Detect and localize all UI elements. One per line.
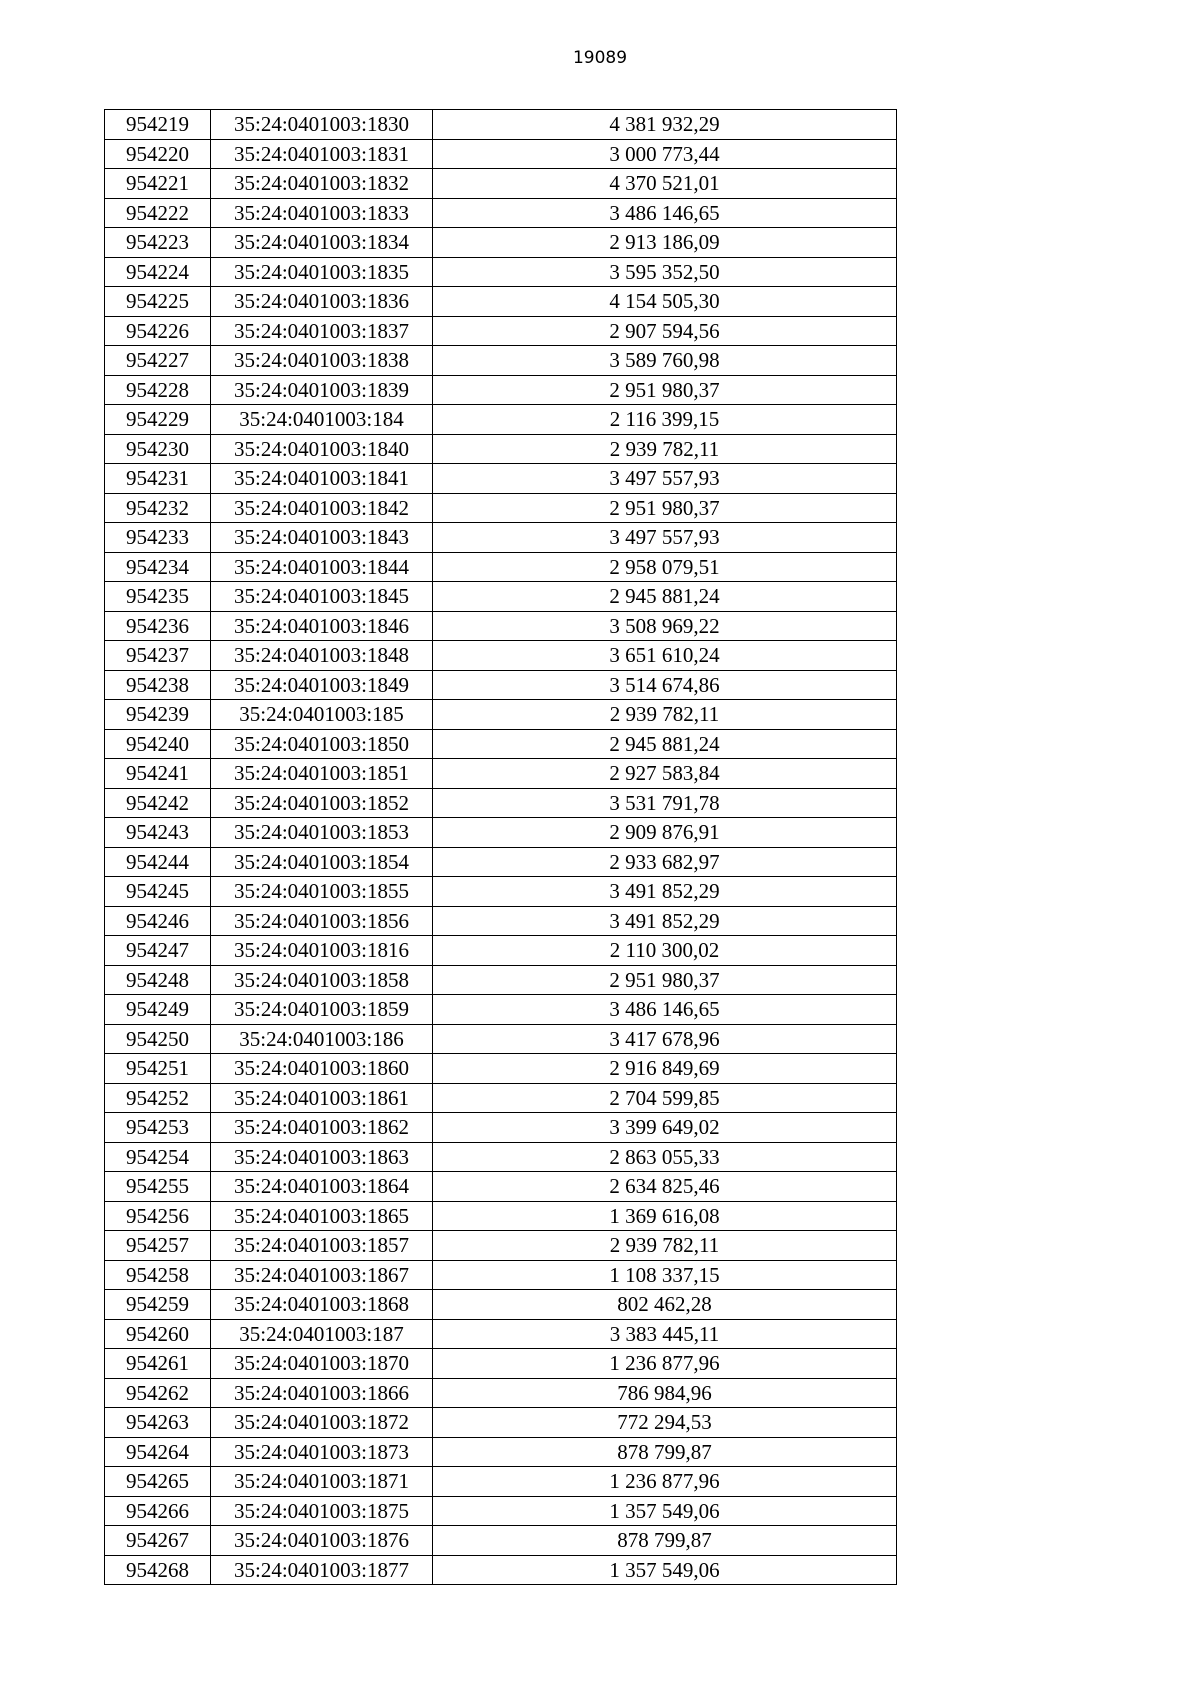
row-id-cell: 954230 bbox=[105, 434, 211, 464]
cadastral-value-cell: 2 939 782,11 bbox=[433, 434, 897, 464]
table-row bbox=[105, 110, 897, 140]
row-id-cell: 954224 bbox=[105, 257, 211, 287]
row-id-cell: 954248 bbox=[105, 965, 211, 995]
table-row bbox=[105, 523, 897, 553]
table-row bbox=[105, 1319, 897, 1349]
cadastral-number-cell: 35:24:0401003:1836 bbox=[211, 287, 433, 317]
table-row bbox=[105, 818, 897, 848]
cadastral-number-cell: 35:24:0401003:1862 bbox=[211, 1113, 433, 1143]
cadastral-value-cell: 3 000 773,44 bbox=[433, 139, 897, 169]
cadastral-value-cell: 2 916 849,69 bbox=[433, 1054, 897, 1084]
row-id-cell: 954251 bbox=[105, 1054, 211, 1084]
cadastral-number-cell: 35:24:0401003:1830 bbox=[211, 110, 433, 140]
cadastral-value-cell: 772 294,53 bbox=[433, 1408, 897, 1438]
table-row bbox=[105, 1378, 897, 1408]
cadastral-value-cell: 3 531 791,78 bbox=[433, 788, 897, 818]
cadastral-value-cell: 1 236 877,96 bbox=[433, 1467, 897, 1497]
cadastral-number-cell: 35:24:0401003:1855 bbox=[211, 877, 433, 907]
cadastral-number-cell: 35:24:0401003:1873 bbox=[211, 1437, 433, 1467]
cadastral-value-cell: 2 951 980,37 bbox=[433, 493, 897, 523]
cadastral-value-cell: 2 116 399,15 bbox=[433, 405, 897, 435]
table-row bbox=[105, 346, 897, 376]
table-row bbox=[105, 641, 897, 671]
table-row bbox=[105, 729, 897, 759]
cadastral-number-cell: 35:24:0401003:1831 bbox=[211, 139, 433, 169]
row-id-cell: 954221 bbox=[105, 169, 211, 199]
cadastral-number-cell: 35:24:0401003:1834 bbox=[211, 228, 433, 258]
cadastral-value-cell: 3 491 852,29 bbox=[433, 877, 897, 907]
cadastral-number-cell: 35:24:0401003:1842 bbox=[211, 493, 433, 523]
cadastral-number-cell: 35:24:0401003:1841 bbox=[211, 464, 433, 494]
table-row bbox=[105, 1467, 897, 1497]
row-id-cell: 954261 bbox=[105, 1349, 211, 1379]
cadastral-value-cell: 2 939 782,11 bbox=[433, 700, 897, 730]
table-row bbox=[105, 198, 897, 228]
table-row bbox=[105, 877, 897, 907]
cadastral-value-cell: 2 951 980,37 bbox=[433, 965, 897, 995]
cadastral-value-cell: 1 369 616,08 bbox=[433, 1201, 897, 1231]
cadastral-value-cell: 3 589 760,98 bbox=[433, 346, 897, 376]
cadastral-value-cell: 2 958 079,51 bbox=[433, 552, 897, 582]
table-row bbox=[105, 169, 897, 199]
table-row bbox=[105, 1113, 897, 1143]
table-row bbox=[105, 1408, 897, 1438]
table-row bbox=[105, 965, 897, 995]
cadastral-number-cell: 35:24:0401003:1816 bbox=[211, 936, 433, 966]
cadastral-number-cell: 35:24:0401003:1860 bbox=[211, 1054, 433, 1084]
cadastral-value-cell: 802 462,28 bbox=[433, 1290, 897, 1320]
cadastral-number-cell: 35:24:0401003:1859 bbox=[211, 995, 433, 1025]
row-id-cell: 954220 bbox=[105, 139, 211, 169]
row-id-cell: 954264 bbox=[105, 1437, 211, 1467]
table-row bbox=[105, 257, 897, 287]
table-row bbox=[105, 995, 897, 1025]
cadastral-number-cell: 35:24:0401003:1861 bbox=[211, 1083, 433, 1113]
row-id-cell: 954222 bbox=[105, 198, 211, 228]
cadastral-value-cell: 2 907 594,56 bbox=[433, 316, 897, 346]
table-row bbox=[105, 464, 897, 494]
cadastral-value-cell: 4 370 521,01 bbox=[433, 169, 897, 199]
row-id-cell: 954236 bbox=[105, 611, 211, 641]
table-row bbox=[105, 375, 897, 405]
row-id-cell: 954259 bbox=[105, 1290, 211, 1320]
table-row bbox=[105, 228, 897, 258]
cadastral-value-cell: 2 634 825,46 bbox=[433, 1172, 897, 1202]
cadastral-number-cell: 35:24:0401003:1871 bbox=[211, 1467, 433, 1497]
cadastral-number-cell: 35:24:0401003:187 bbox=[211, 1319, 433, 1349]
row-id-cell: 954239 bbox=[105, 700, 211, 730]
cadastral-number-cell: 35:24:0401003:1863 bbox=[211, 1142, 433, 1172]
cadastral-value-cell: 2 939 782,11 bbox=[433, 1231, 897, 1261]
cadastral-number-cell: 35:24:0401003:186 bbox=[211, 1024, 433, 1054]
table-row bbox=[105, 582, 897, 612]
cadastral-value-cell: 4 381 932,29 bbox=[433, 110, 897, 140]
cadastral-number-cell: 35:24:0401003:1858 bbox=[211, 965, 433, 995]
cadastral-number-cell: 35:24:0401003:1865 bbox=[211, 1201, 433, 1231]
cadastral-number-cell: 35:24:0401003:1866 bbox=[211, 1378, 433, 1408]
row-id-cell: 954253 bbox=[105, 1113, 211, 1143]
row-id-cell: 954238 bbox=[105, 670, 211, 700]
cadastral-number-cell: 35:24:0401003:1877 bbox=[211, 1555, 433, 1585]
cadastral-number-cell: 35:24:0401003:184 bbox=[211, 405, 433, 435]
row-id-cell: 954260 bbox=[105, 1319, 211, 1349]
cadastral-value-table bbox=[104, 109, 897, 1585]
row-id-cell: 954241 bbox=[105, 759, 211, 789]
cadastral-value-cell: 2 945 881,24 bbox=[433, 729, 897, 759]
cadastral-value-cell: 3 486 146,65 bbox=[433, 198, 897, 228]
table-row bbox=[105, 1260, 897, 1290]
table-row bbox=[105, 906, 897, 936]
cadastral-value-cell: 1 357 549,06 bbox=[433, 1496, 897, 1526]
cadastral-value-cell: 2 863 055,33 bbox=[433, 1142, 897, 1172]
cadastral-value-cell: 2 927 583,84 bbox=[433, 759, 897, 789]
cadastral-value-cell: 2 909 876,91 bbox=[433, 818, 897, 848]
cadastral-number-cell: 35:24:0401003:1848 bbox=[211, 641, 433, 671]
cadastral-number-cell: 35:24:0401003:1864 bbox=[211, 1172, 433, 1202]
table-row bbox=[105, 1142, 897, 1172]
row-id-cell: 954250 bbox=[105, 1024, 211, 1054]
row-id-cell: 954262 bbox=[105, 1378, 211, 1408]
row-id-cell: 954246 bbox=[105, 906, 211, 936]
cadastral-number-cell: 35:24:0401003:1857 bbox=[211, 1231, 433, 1261]
row-id-cell: 954257 bbox=[105, 1231, 211, 1261]
cadastral-number-cell: 35:24:0401003:1854 bbox=[211, 847, 433, 877]
row-id-cell: 954229 bbox=[105, 405, 211, 435]
page-number: 19089 bbox=[572, 48, 628, 68]
table-row bbox=[105, 287, 897, 317]
table-row bbox=[105, 788, 897, 818]
cadastral-number-cell: 35:24:0401003:185 bbox=[211, 700, 433, 730]
cadastral-number-cell: 35:24:0401003:1846 bbox=[211, 611, 433, 641]
table-row bbox=[105, 1526, 897, 1556]
cadastral-value-cell: 786 984,96 bbox=[433, 1378, 897, 1408]
table-row bbox=[105, 1437, 897, 1467]
cadastral-value-cell: 3 595 352,50 bbox=[433, 257, 897, 287]
cadastral-value-cell: 3 486 146,65 bbox=[433, 995, 897, 1025]
cadastral-number-cell: 35:24:0401003:1850 bbox=[211, 729, 433, 759]
row-id-cell: 954226 bbox=[105, 316, 211, 346]
table-row bbox=[105, 1555, 897, 1585]
row-id-cell: 954240 bbox=[105, 729, 211, 759]
cadastral-number-cell: 35:24:0401003:1833 bbox=[211, 198, 433, 228]
row-id-cell: 954225 bbox=[105, 287, 211, 317]
table-row bbox=[105, 405, 897, 435]
cadastral-value-cell: 1 236 877,96 bbox=[433, 1349, 897, 1379]
cadastral-number-cell: 35:24:0401003:1856 bbox=[211, 906, 433, 936]
cadastral-number-cell: 35:24:0401003:1839 bbox=[211, 375, 433, 405]
cadastral-value-cell: 3 399 649,02 bbox=[433, 1113, 897, 1143]
row-id-cell: 954242 bbox=[105, 788, 211, 818]
row-id-cell: 954232 bbox=[105, 493, 211, 523]
table-row bbox=[105, 1231, 897, 1261]
row-id-cell: 954266 bbox=[105, 1496, 211, 1526]
table-row bbox=[105, 1024, 897, 1054]
table-row bbox=[105, 1290, 897, 1320]
row-id-cell: 954245 bbox=[105, 877, 211, 907]
row-id-cell: 954243 bbox=[105, 818, 211, 848]
cadastral-value-cell: 3 491 852,29 bbox=[433, 906, 897, 936]
row-id-cell: 954235 bbox=[105, 582, 211, 612]
cadastral-value-cell: 2 913 186,09 bbox=[433, 228, 897, 258]
row-id-cell: 954258 bbox=[105, 1260, 211, 1290]
cadastral-number-cell: 35:24:0401003:1872 bbox=[211, 1408, 433, 1438]
table-row bbox=[105, 552, 897, 582]
cadastral-value-cell: 1 357 549,06 bbox=[433, 1555, 897, 1585]
table-row bbox=[105, 759, 897, 789]
row-id-cell: 954234 bbox=[105, 552, 211, 582]
row-id-cell: 954267 bbox=[105, 1526, 211, 1556]
cadastral-value-cell: 1 108 337,15 bbox=[433, 1260, 897, 1290]
cadastral-number-cell: 35:24:0401003:1849 bbox=[211, 670, 433, 700]
cadastral-number-cell: 35:24:0401003:1832 bbox=[211, 169, 433, 199]
table-row bbox=[105, 1349, 897, 1379]
table-row bbox=[105, 1496, 897, 1526]
cadastral-number-cell: 35:24:0401003:1843 bbox=[211, 523, 433, 553]
cadastral-value-cell: 3 651 610,24 bbox=[433, 641, 897, 671]
row-id-cell: 954228 bbox=[105, 375, 211, 405]
table-row bbox=[105, 847, 897, 877]
cadastral-number-cell: 35:24:0401003:1844 bbox=[211, 552, 433, 582]
row-id-cell: 954233 bbox=[105, 523, 211, 553]
table-row bbox=[105, 1054, 897, 1084]
table-row bbox=[105, 1083, 897, 1113]
table-row bbox=[105, 139, 897, 169]
cadastral-number-cell: 35:24:0401003:1837 bbox=[211, 316, 433, 346]
row-id-cell: 954252 bbox=[105, 1083, 211, 1113]
table-body bbox=[105, 110, 897, 1585]
row-id-cell: 954249 bbox=[105, 995, 211, 1025]
cadastral-number-cell: 35:24:0401003:1870 bbox=[211, 1349, 433, 1379]
cadastral-number-cell: 35:24:0401003:1876 bbox=[211, 1526, 433, 1556]
cadastral-value-cell: 2 951 980,37 bbox=[433, 375, 897, 405]
cadastral-number-cell: 35:24:0401003:1845 bbox=[211, 582, 433, 612]
table-row bbox=[105, 670, 897, 700]
cadastral-value-cell: 2 110 300,02 bbox=[433, 936, 897, 966]
row-id-cell: 954244 bbox=[105, 847, 211, 877]
table-row bbox=[105, 493, 897, 523]
table-row bbox=[105, 700, 897, 730]
cadastral-value-cell: 3 383 445,11 bbox=[433, 1319, 897, 1349]
row-id-cell: 954237 bbox=[105, 641, 211, 671]
cadastral-value-cell: 4 154 505,30 bbox=[433, 287, 897, 317]
cadastral-value-cell: 878 799,87 bbox=[433, 1437, 897, 1467]
cadastral-number-cell: 35:24:0401003:1838 bbox=[211, 346, 433, 376]
row-id-cell: 954255 bbox=[105, 1172, 211, 1202]
cadastral-value-cell: 3 508 969,22 bbox=[433, 611, 897, 641]
cadastral-value-cell: 878 799,87 bbox=[433, 1526, 897, 1556]
row-id-cell: 954265 bbox=[105, 1467, 211, 1497]
cadastral-value-cell: 3 497 557,93 bbox=[433, 523, 897, 553]
row-id-cell: 954268 bbox=[105, 1555, 211, 1585]
cadastral-number-cell: 35:24:0401003:1868 bbox=[211, 1290, 433, 1320]
cadastral-value-cell: 2 704 599,85 bbox=[433, 1083, 897, 1113]
table-row bbox=[105, 611, 897, 641]
table-row bbox=[105, 1172, 897, 1202]
row-id-cell: 954263 bbox=[105, 1408, 211, 1438]
row-id-cell: 954231 bbox=[105, 464, 211, 494]
row-id-cell: 954223 bbox=[105, 228, 211, 258]
table-row bbox=[105, 434, 897, 464]
cadastral-value-cell: 3 417 678,96 bbox=[433, 1024, 897, 1054]
row-id-cell: 954219 bbox=[105, 110, 211, 140]
cadastral-number-cell: 35:24:0401003:1875 bbox=[211, 1496, 433, 1526]
cadastral-number-cell: 35:24:0401003:1851 bbox=[211, 759, 433, 789]
table-row bbox=[105, 936, 897, 966]
cadastral-number-cell: 35:24:0401003:1840 bbox=[211, 434, 433, 464]
table-row bbox=[105, 316, 897, 346]
cadastral-number-cell: 35:24:0401003:1835 bbox=[211, 257, 433, 287]
cadastral-number-cell: 35:24:0401003:1867 bbox=[211, 1260, 433, 1290]
cadastral-value-cell: 2 945 881,24 bbox=[433, 582, 897, 612]
cadastral-number-cell: 35:24:0401003:1852 bbox=[211, 788, 433, 818]
row-id-cell: 954254 bbox=[105, 1142, 211, 1172]
row-id-cell: 954256 bbox=[105, 1201, 211, 1231]
cadastral-number-cell: 35:24:0401003:1853 bbox=[211, 818, 433, 848]
row-id-cell: 954227 bbox=[105, 346, 211, 376]
row-id-cell: 954247 bbox=[105, 936, 211, 966]
cadastral-value-cell: 2 933 682,97 bbox=[433, 847, 897, 877]
table-row bbox=[105, 1201, 897, 1231]
cadastral-value-cell: 3 497 557,93 bbox=[433, 464, 897, 494]
cadastral-value-cell: 3 514 674,86 bbox=[433, 670, 897, 700]
